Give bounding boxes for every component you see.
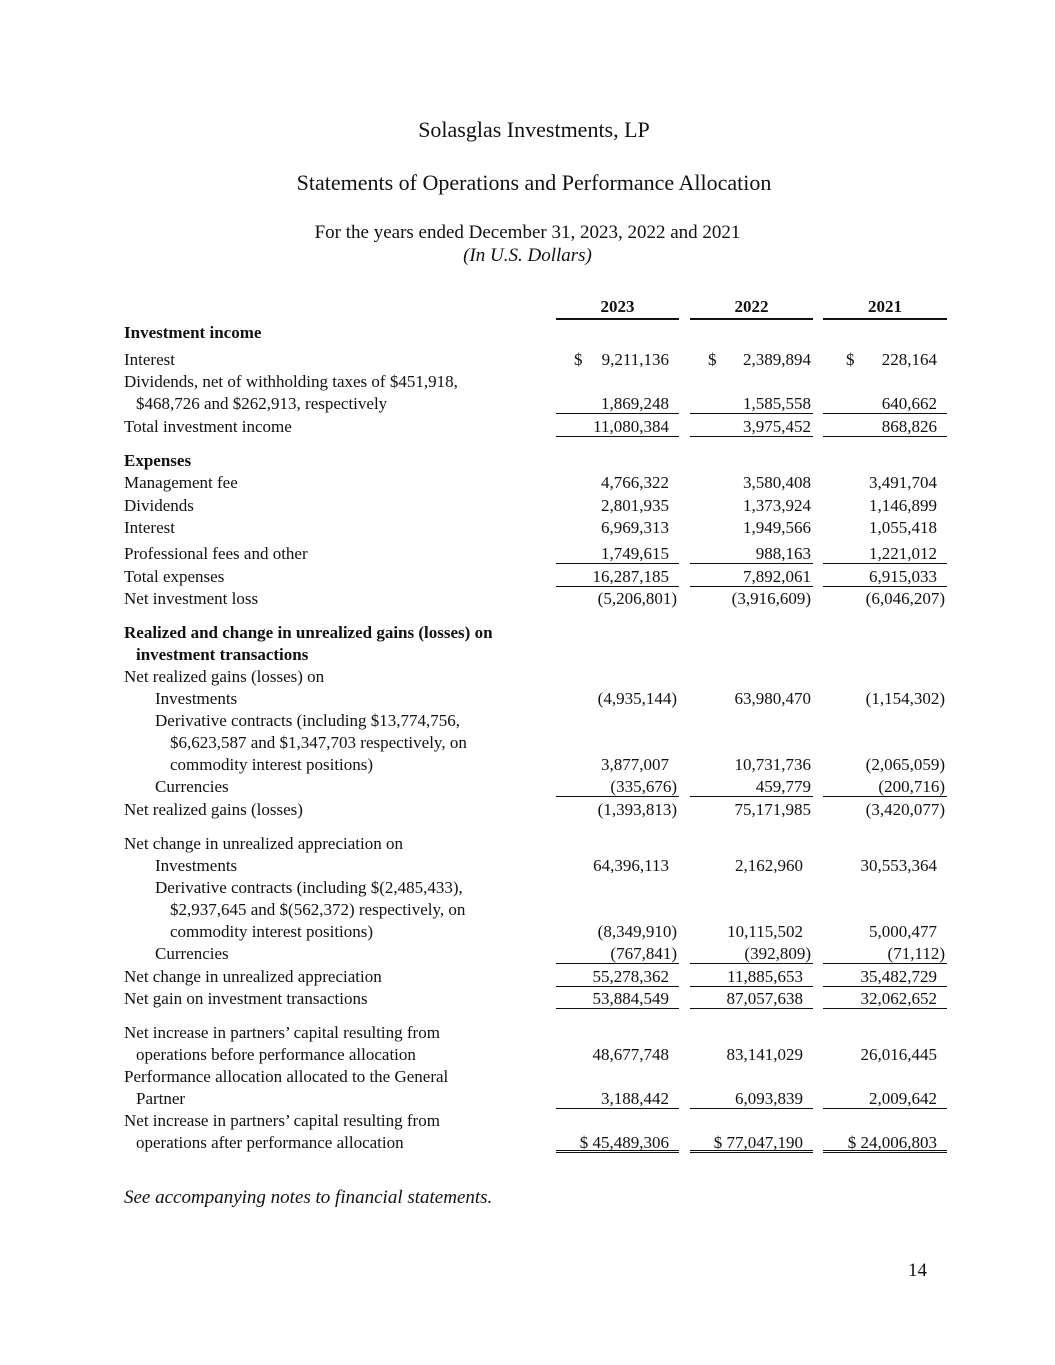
- value-2023: (335,676): [556, 776, 679, 797]
- value-2022: 3,580,408: [743, 473, 811, 492]
- value-2021: 640,662: [823, 393, 947, 414]
- row-label: Performance allocation allocated to the General: [124, 1067, 449, 1086]
- dollar-sign: $: [708, 350, 717, 369]
- value-2022: 988,163: [690, 543, 813, 564]
- row-label: Net increase in partners’ capital resulting from: [124, 1023, 440, 1042]
- value-2021: (2,065,059): [865, 755, 945, 774]
- row-interest-income: [0, 349, 1055, 371]
- row-label: Derivative contracts (including $(2,485,433),: [155, 878, 463, 897]
- period-line: For the years ended December 31, 2023, 2022 and 2021: [314, 222, 741, 243]
- statement-title: Statements of Operations and Performance Allocation: [296, 170, 772, 195]
- value-2021: (200,716): [823, 776, 947, 797]
- value-2023: 3,188,442: [556, 1088, 679, 1109]
- row-label: Investments: [155, 856, 238, 875]
- row-label: Total investment income: [124, 417, 292, 436]
- row-realized-derivatives: [0, 754, 1055, 776]
- value-2021: (71,112): [823, 943, 947, 964]
- value-2023: 64,396,113: [593, 856, 669, 875]
- row-label: $468,726 and $262,913, respectively: [136, 394, 388, 413]
- row-net-change-unrealized: [0, 966, 1055, 988]
- row-label: Derivative contracts (including $13,774,756,: [155, 711, 460, 730]
- page-number: 14: [908, 1260, 927, 1281]
- row-unrealized-currencies: [0, 943, 1055, 965]
- value-2022: 87,057,638: [690, 988, 813, 1009]
- row-label: Investments: [155, 689, 238, 708]
- row-label: Dividends: [124, 496, 194, 515]
- row-label: Interest: [124, 518, 175, 537]
- row-unrealized-deriv-caption: [0, 877, 1055, 899]
- row-label: operations before performance allocation: [136, 1045, 416, 1064]
- value-2022: 1,585,558: [690, 393, 813, 414]
- value-2023: 1,869,248: [556, 393, 679, 414]
- row-label: $2,937,645 and $(562,372) respectively, on: [170, 900, 466, 919]
- row-realized-currencies: [0, 776, 1055, 798]
- row-label: commodity interest positions): [170, 755, 374, 774]
- row-net-realized-caption: [0, 666, 1055, 688]
- value-2022: 1,949,566: [743, 518, 811, 537]
- section-realized: [0, 622, 1055, 644]
- row-label: Currencies: [155, 777, 229, 796]
- value-2021: (3,420,077): [865, 800, 945, 819]
- value-2021: 1,146,899: [869, 496, 937, 515]
- row-label: Net realized gains (losses) on: [124, 667, 325, 686]
- section-label: Realized and change in unrealized gains (losses) on: [124, 623, 493, 642]
- value-2021: $ 228,164: [846, 350, 937, 369]
- value-2022: 2,162,960: [735, 856, 803, 875]
- value-2023: (1,393,813): [597, 800, 677, 819]
- value-2021: 3,491,704: [869, 473, 937, 492]
- row-total-investment-income: [0, 416, 1055, 438]
- row-label: Partner: [136, 1089, 186, 1108]
- row-label: $6,623,587 and $1,347,703 respectively, on: [170, 733, 467, 752]
- value-2023: 11,080,384: [556, 416, 679, 437]
- row-perf-alloc-caption: [0, 1066, 1055, 1088]
- value-2023: 1,749,615: [556, 543, 679, 564]
- dollar-sign: $: [574, 350, 583, 369]
- row-dividends-caption: [0, 371, 1055, 393]
- value-2022: 3,975,452: [690, 416, 813, 437]
- value-2023: (767,841): [556, 943, 679, 964]
- row-dividends-income: [0, 393, 1055, 415]
- section-label: Expenses: [124, 451, 192, 470]
- section-label: Investment income: [124, 323, 262, 342]
- row-label: Management fee: [124, 473, 238, 492]
- value-2021: (6,046,207): [865, 589, 945, 608]
- row-label: Total expenses: [124, 567, 225, 586]
- row-label: Net gain on investment transactions: [124, 989, 368, 1008]
- value-2023: 3,877,007: [601, 755, 669, 774]
- row-dividends-expense: [0, 495, 1055, 517]
- value-2021: 1,055,418: [869, 518, 937, 537]
- row-label: commodity interest positions): [170, 922, 374, 941]
- value-2021: 2,009,642: [823, 1088, 947, 1109]
- row-label: operations after performance allocation: [136, 1133, 404, 1152]
- value-2022: 10,731,736: [734, 755, 811, 774]
- row-realized-deriv-caption-2: [0, 732, 1055, 754]
- row-interest-expense: [0, 517, 1055, 539]
- value-2023: $ 45,489,306: [556, 1132, 679, 1153]
- row-unrealized-investments: [0, 855, 1055, 877]
- row-perf-alloc: [0, 1088, 1055, 1110]
- row-after-alloc: [0, 1132, 1055, 1154]
- value-2021: 32,062,652: [823, 988, 947, 1009]
- value-2022: 7,892,061: [690, 566, 813, 587]
- value-2022: 459,779: [690, 776, 813, 797]
- value-2023: (4,935,144): [597, 689, 677, 708]
- value-2022: 83,141,029: [726, 1045, 803, 1064]
- value-2021: 6,915,033: [823, 566, 947, 587]
- row-label: Net change in unrealized appreciation: [124, 967, 382, 986]
- column-header-2021: 2021: [823, 296, 947, 320]
- value-2023: (5,206,801): [597, 589, 677, 608]
- value-2023: 55,278,362: [556, 966, 679, 987]
- section-expenses: [0, 450, 1055, 472]
- footnote: See accompanying notes to financial statements.: [124, 1187, 493, 1208]
- row-after-alloc-caption: [0, 1110, 1055, 1132]
- value-2021: 5,000,477: [869, 922, 937, 941]
- value-2023: 16,287,185: [556, 566, 679, 587]
- row-label: Net realized gains (losses): [124, 800, 303, 819]
- value-2023: $ 9,211,136: [574, 350, 669, 369]
- value-2022: $ 2,389,894: [708, 350, 811, 369]
- value-2021: 35,482,729: [823, 966, 947, 987]
- row-label: Currencies: [155, 944, 229, 963]
- value-2021: 868,826: [823, 416, 947, 437]
- dollar-sign: $: [846, 350, 855, 369]
- section-label: investment transactions: [136, 645, 309, 664]
- value-2022: (3,916,609): [731, 589, 811, 608]
- value-2021: (1,154,302): [865, 689, 945, 708]
- section-realized-cont: [0, 644, 1055, 666]
- row-label: Interest: [124, 350, 175, 369]
- value-2023: 6,969,313: [601, 518, 669, 537]
- column-header-2022: 2022: [690, 296, 813, 320]
- row-realized-investments: [0, 688, 1055, 710]
- row-label: Net increase in partners’ capital resulting from: [124, 1111, 440, 1130]
- row-label: Dividends, net of withholding taxes of $451,918,: [124, 372, 458, 391]
- value-2021: 26,016,445: [860, 1045, 937, 1064]
- row-before-alloc: [0, 1044, 1055, 1066]
- value-2023: 53,884,549: [556, 988, 679, 1009]
- row-net-change-caption: [0, 833, 1055, 855]
- row-label: Net change in unrealized appreciation on: [124, 834, 403, 853]
- currency-note: (In U.S. Dollars): [463, 245, 592, 266]
- row-net-realized: [0, 799, 1055, 821]
- value-2022: 75,171,985: [734, 800, 811, 819]
- row-label: Professional fees and other: [124, 544, 308, 563]
- value-2022: 11,885,653: [690, 966, 813, 987]
- row-professional-fees: [0, 543, 1055, 565]
- value-2022: $ 77,047,190: [690, 1132, 813, 1153]
- value-2023: 2,801,935: [601, 496, 669, 515]
- row-unrealized-derivatives: [0, 921, 1055, 943]
- value-2023: 48,677,748: [592, 1045, 669, 1064]
- row-label: Net investment loss: [124, 589, 259, 608]
- section-investment-income: [0, 322, 1055, 344]
- value-2021: $ 24,006,803: [823, 1132, 947, 1153]
- value-2022: 63,980,470: [734, 689, 811, 708]
- value-2021: 30,553,364: [860, 856, 937, 875]
- column-header-2023: 2023: [556, 296, 679, 320]
- row-net-gain: [0, 988, 1055, 1010]
- company-name: Solasglas Investments, LP: [418, 117, 650, 142]
- value-2022: 10,115,502: [727, 922, 803, 941]
- value-2021: 1,221,012: [823, 543, 947, 564]
- row-management-fee: [0, 472, 1055, 494]
- row-before-alloc-caption: [0, 1022, 1055, 1044]
- row-total-expenses: [0, 566, 1055, 588]
- row-realized-deriv-caption: [0, 710, 1055, 732]
- value-2022: 6,093,839: [690, 1088, 813, 1109]
- value-2023: 4,766,322: [601, 473, 669, 492]
- row-unrealized-deriv-caption-2: [0, 899, 1055, 921]
- row-net-investment-loss: [0, 588, 1055, 610]
- value-2022: (392,809): [690, 943, 813, 964]
- value-2022: 1,373,924: [743, 496, 811, 515]
- value-2023: (8,349,910): [597, 922, 677, 941]
